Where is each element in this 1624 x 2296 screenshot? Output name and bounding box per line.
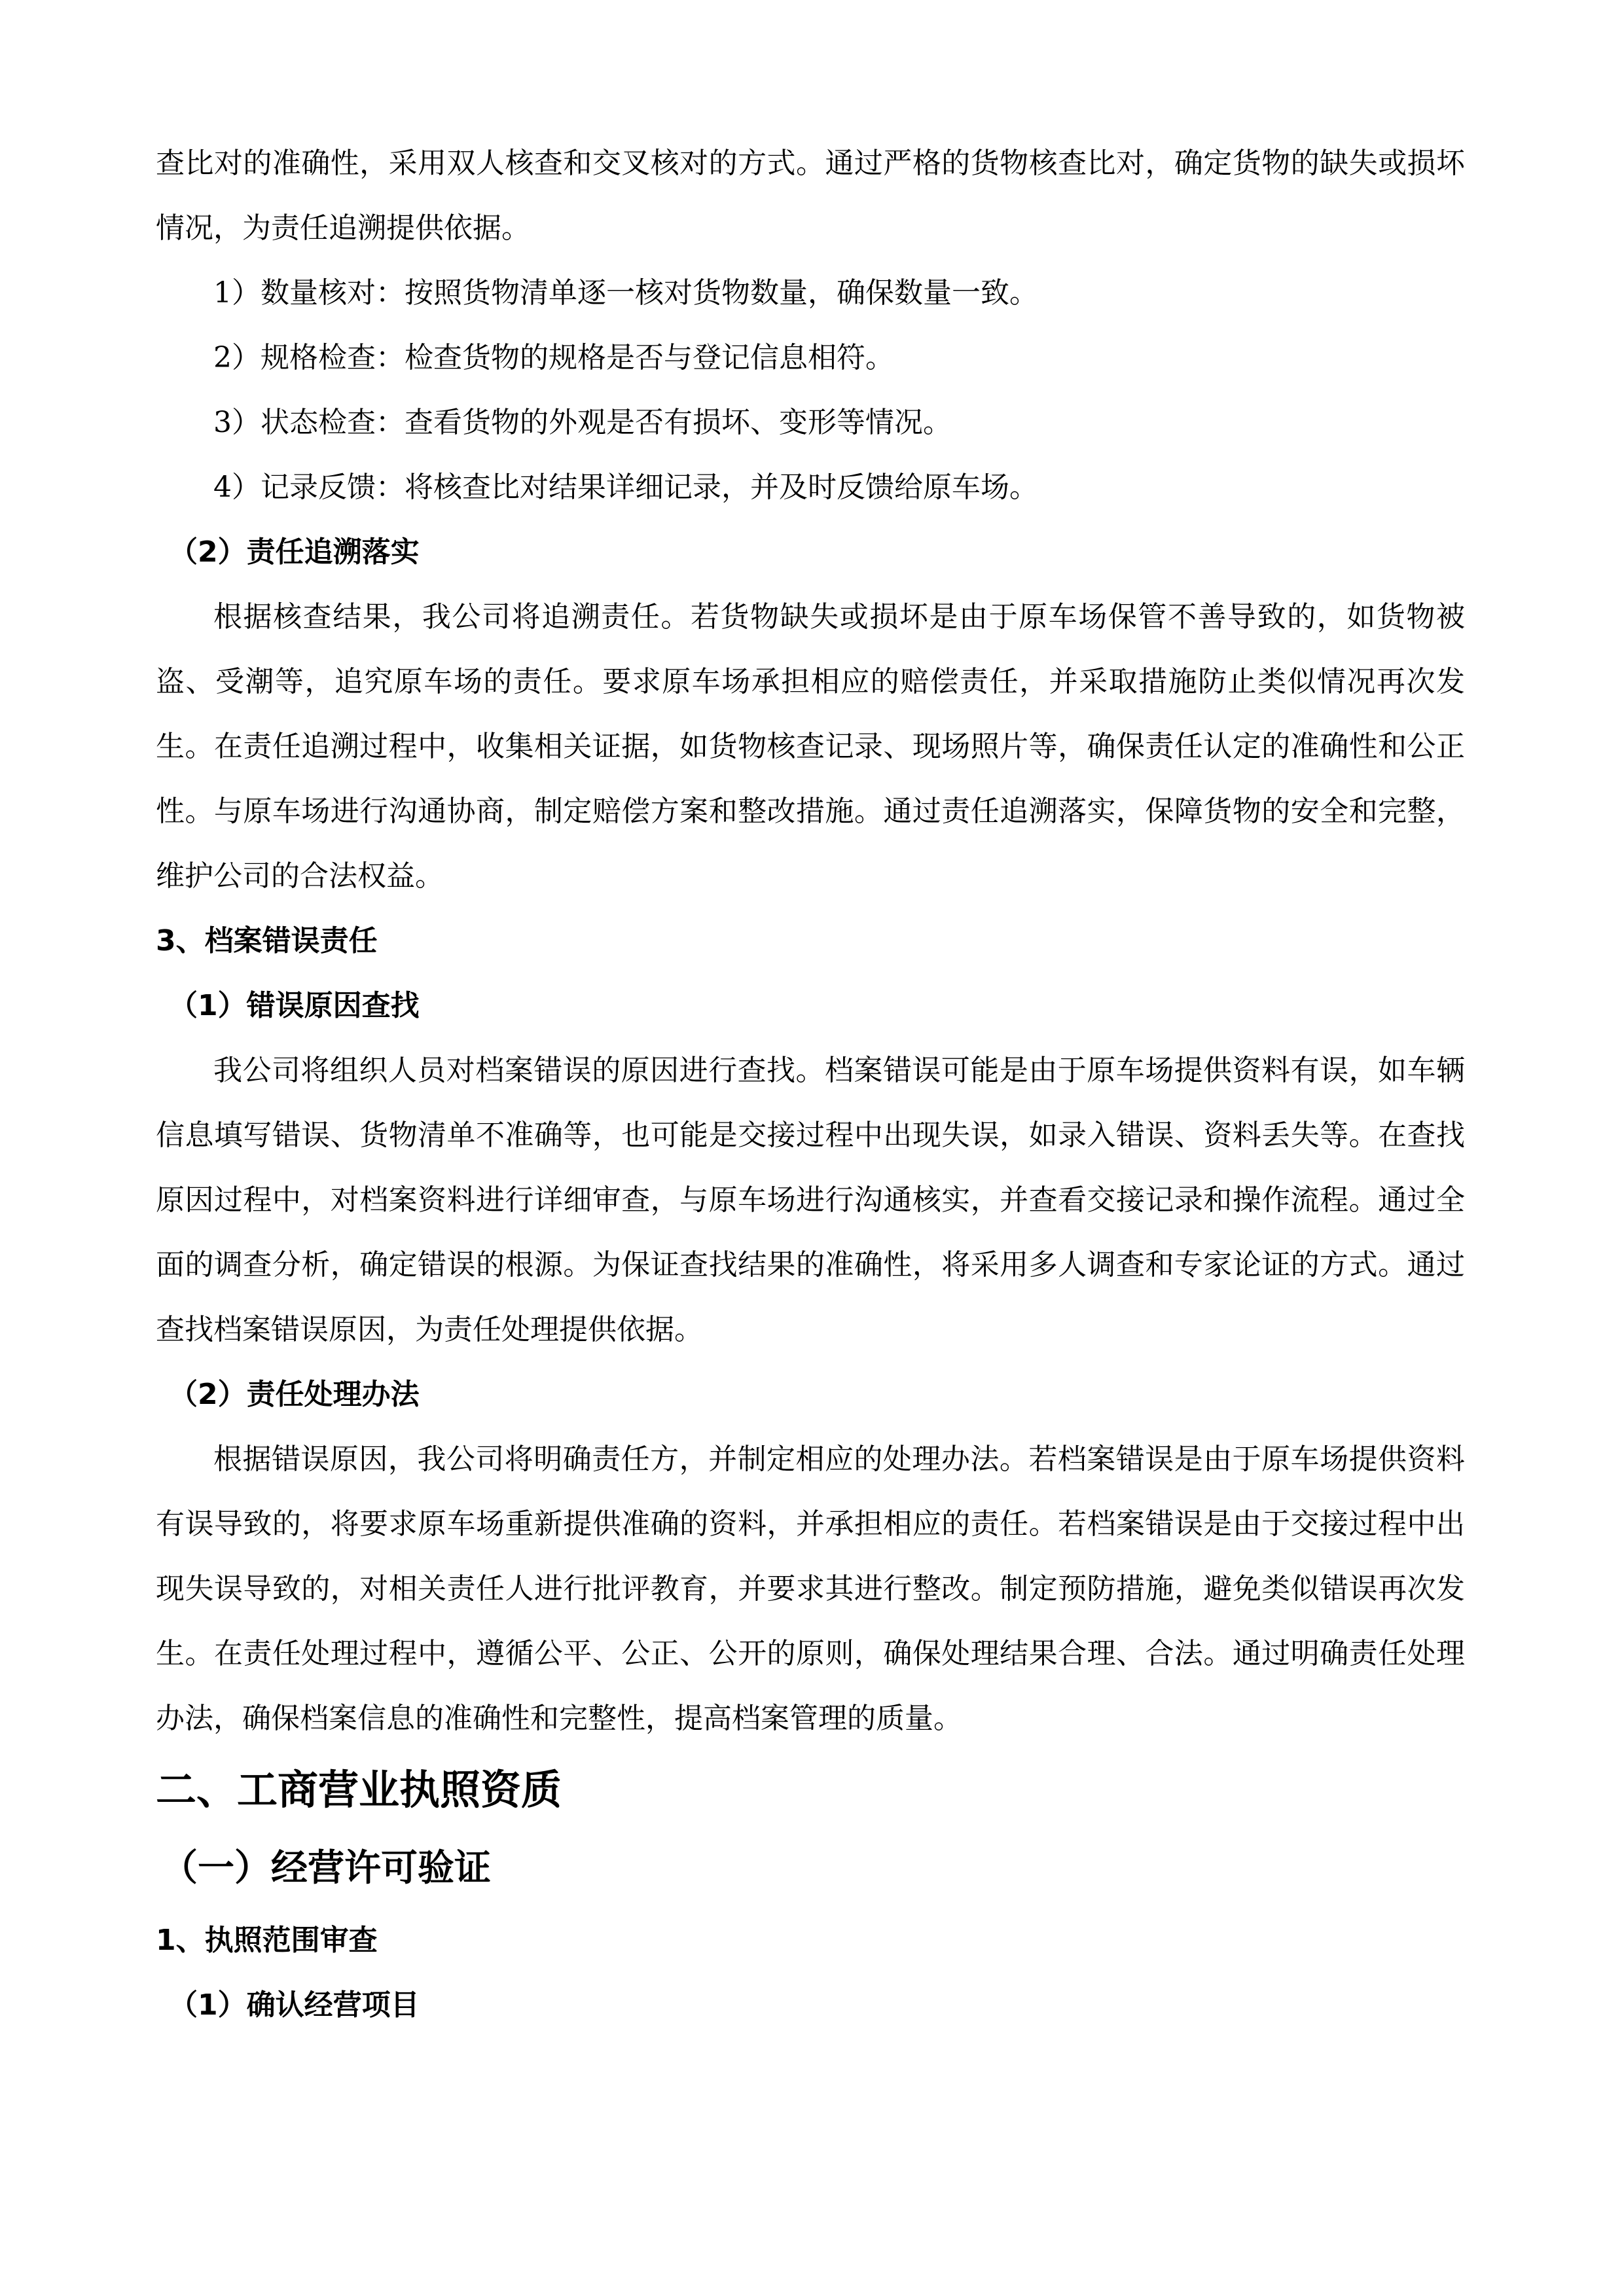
paragraph-goods-check: 查比对的准确性，采用双人核查和交叉核对的方式。通过严格的货物核查比对，确定货物的缺失或损坏情况，为责任追溯提供依据。: [156, 147, 1465, 245]
list-item-record-feedback: 4）记录反馈：将核查比对结果详细记录，并及时反馈给原车场。: [213, 471, 1038, 504]
paragraph-responsibility-trace: 根据核查结果，我公司将追溯责任。若货物缺失或损坏是由于原车场保管不善导致的，如货物被盗、受潮等，追究原车场的责任。要求原车场承担相应的赔偿责任，并采取措施防止类似情况再次发生。在责任追溯过程中，收集相关证据，如货物核查记录、现场照片等，确保责任认定的准确性和公正性。与原车场进行沟通协商，制定赔偿方案和整改措施。通过责任追溯落实，保障货物的安全和完整，维护公司的合法权益。: [156, 600, 1465, 893]
heading-license-scope: 1、执照范围审查: [156, 1924, 378, 1957]
heading-responsibility-trace: （2）责任追溯落实: [169, 535, 420, 569]
list-item-status-check: 3）状态检查：查看货物的外观是否有损坏、变形等情况。: [213, 406, 952, 439]
heading-error-cause: （1）错误原因查找: [169, 989, 420, 1022]
heading-license-verification: （一）经营许可验证: [161, 1847, 491, 1890]
paragraph-error-cause: 我公司将组织人员对档案错误的原因进行查找。档案错误可能是由于原车场提供资料有误，如车辆信息填写错误、货物清单不准确等，也可能是交接过程中出现失误，如录入错误、资料丢失等。在查找原因过程中，对档案资料进行详细审查，与原车场进行沟通核实，并查看交接记录和操作流程。通过全面的调查分析，确定错误的根源。为保证查找结果的准确性，将采用多人调查和专家论证的方式。通过查找档案错误原因，为责任处理提供依据。: [156, 1054, 1465, 1346]
heading-archive-error: 3、档案错误责任: [156, 924, 378, 958]
heading-confirm-business-items: （1）确认经营项目: [169, 1988, 420, 2022]
document-page: [156, 131, 1465, 2251]
paragraph-handling-method: 根据错误原因，我公司将明确责任方，并制定相应的处理办法。若档案错误是由于原车场提供资料有误导致的，将要求原车场重新提供准确的资料，并承担相应的责任。若档案错误是由于交接过程中出现失误导致的，对相关责任人进行批评教育，并要求其进行整改。制定预防措施，避免类似错误再次发生。在责任处理过程中，遵循公平、公正、公开的原则，确保处理结果合理、合法。通过明确责任处理办法，确保档案信息的准确性和完整性，提高档案管理的质量。: [156, 1443, 1465, 1735]
heading-handling-method: （2）责任处理办法: [169, 1378, 420, 1411]
list-item-quantity-check: 1）数量核对：按照货物清单逐一核对货物数量，确保数量一致。: [213, 276, 1038, 310]
list-item-spec-check: 2）规格检查：检查货物的规格是否与登记信息相符。: [213, 341, 894, 374]
heading-section-2: 二、工商营业执照资质: [156, 1766, 562, 1814]
